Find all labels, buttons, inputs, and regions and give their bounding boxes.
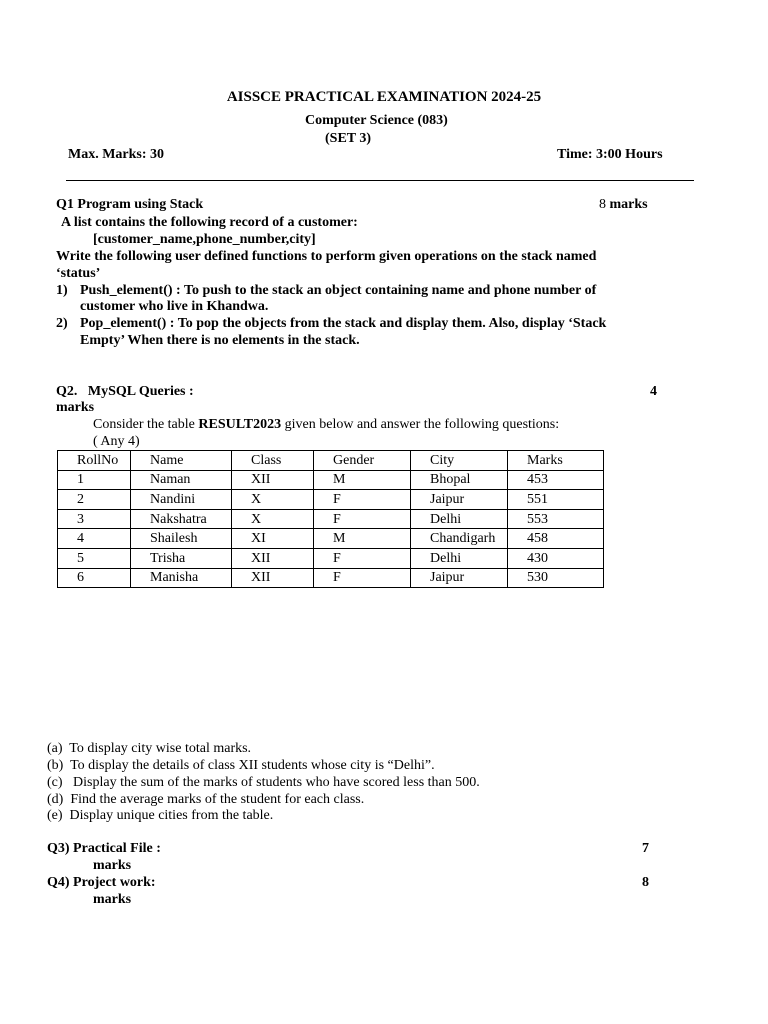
- q2-instruction: [93, 416, 559, 433]
- cell-class: X: [232, 509, 314, 529]
- cell-marks: 458: [508, 529, 604, 549]
- column-header-gender: Gender: [314, 451, 411, 471]
- q4-title: Q4) Project work:: [47, 875, 156, 890]
- cell-gender: F: [314, 568, 411, 588]
- q2-question-a: (a) To display city wise total marks.: [47, 741, 252, 756]
- q2-title: Q2. MySQL Queries :: [56, 384, 194, 399]
- q1-marks: [599, 196, 648, 213]
- q2-instruction-post: given below and answer the following questions:: [281, 417, 560, 432]
- table-row: [58, 568, 604, 588]
- q2-question-c: (c) Display the sum of the marks of students who have scored less than 500.: [47, 775, 480, 790]
- q2-any-note: ( Any 4): [93, 434, 140, 449]
- max-marks: Max. Marks: 30: [68, 147, 165, 162]
- column-header-class: Class: [232, 451, 314, 471]
- cell-class: XI: [232, 529, 314, 549]
- subject-line: Computer Science (083): [305, 113, 448, 128]
- q3-marks-word: marks: [93, 858, 132, 873]
- time-allowed: Time: 3:00 Hours: [557, 147, 663, 162]
- cell-class: XII: [232, 548, 314, 568]
- q1-item-number: 2): [56, 316, 68, 331]
- q1-instruction-line2: ‘status’: [56, 266, 101, 281]
- cell-class: X: [232, 490, 314, 510]
- q2-marks-word: marks: [56, 400, 95, 415]
- cell-class: XII: [232, 568, 314, 588]
- q1-item-text: Pop_element() : To pop the objects from the stack and display them. Also, display ‘Stack: [80, 316, 607, 331]
- q1-item-text: Empty’ When there is no elements in the stack.: [80, 333, 360, 348]
- cell-marks: 553: [508, 509, 604, 529]
- cell-city: Chandigarh: [411, 529, 508, 549]
- cell-name: Naman: [131, 470, 232, 490]
- cell-city: Jaipur: [411, 490, 508, 510]
- q2-marks-number: 4: [650, 384, 657, 399]
- cell-city: Bhopal: [411, 470, 508, 490]
- cell-gender: F: [314, 509, 411, 529]
- cell-name: Nandini: [131, 490, 232, 510]
- cell-marks: 430: [508, 548, 604, 568]
- column-header-city: City: [411, 451, 508, 471]
- q1-item-text: Push_element() : To push to the stack an object containing name and phone number of: [80, 283, 597, 298]
- table-row: [58, 509, 604, 529]
- cell-name: Manisha: [131, 568, 232, 588]
- cell-name: Shailesh: [131, 529, 232, 549]
- q1-item-text: customer who live in Khandwa.: [80, 299, 269, 314]
- table-row: [58, 490, 604, 510]
- q1-record-format: [customer_name,phone_number,city]: [93, 232, 316, 247]
- result2023-table: [57, 450, 604, 588]
- table-name: RESULT2023: [198, 417, 282, 432]
- table-header-row: [58, 451, 604, 471]
- q1-instruction-line1: Write the following user defined functions to perform given operations on the stack named: [56, 249, 597, 264]
- column-header-marks: Marks: [508, 451, 604, 471]
- q1-marks-number: 8: [599, 197, 606, 212]
- cell-marks: 530: [508, 568, 604, 588]
- q1-intro: A list contains the following record of a customer:: [61, 215, 358, 230]
- cell-rollno: 5: [58, 548, 131, 568]
- q2-instruction-pre: Consider the table: [93, 417, 199, 432]
- q3-marks-number: 7: [642, 841, 649, 856]
- q4-marks-word: marks: [93, 892, 132, 907]
- table-row: [58, 548, 604, 568]
- cell-rollno: 6: [58, 568, 131, 588]
- table-row: [58, 470, 604, 490]
- cell-name: Trisha: [131, 548, 232, 568]
- q1-item-number: 1): [56, 283, 68, 298]
- cell-city: Delhi: [411, 548, 508, 568]
- q2-question-d: (d) Find the average marks of the student for each class.: [47, 792, 365, 807]
- table-row: [58, 529, 604, 549]
- header-divider: [66, 180, 694, 181]
- q2-question-b: (b) To display the details of class XII students whose city is “Delhi”.: [47, 758, 435, 773]
- cell-rollno: 2: [58, 490, 131, 510]
- cell-rollno: 1: [58, 470, 131, 490]
- q4-marks-number: 8: [642, 875, 649, 890]
- cell-gender: F: [314, 490, 411, 510]
- cell-class: XII: [232, 470, 314, 490]
- column-header-name: Name: [131, 451, 232, 471]
- cell-marks: 551: [508, 490, 604, 510]
- q1-title: Q1 Program using Stack: [56, 197, 204, 212]
- cell-gender: F: [314, 548, 411, 568]
- cell-city: Jaipur: [411, 568, 508, 588]
- exam-title: AISSCE PRACTICAL EXAMINATION 2024-25: [226, 89, 542, 105]
- cell-gender: M: [314, 529, 411, 549]
- q1-marks-word: marks: [609, 197, 648, 212]
- q2-question-e: (e) Display unique cities from the table.: [47, 808, 274, 823]
- cell-marks: 453: [508, 470, 604, 490]
- cell-rollno: 3: [58, 509, 131, 529]
- cell-name: Nakshatra: [131, 509, 232, 529]
- column-header-rollno: RollNo: [58, 451, 131, 471]
- cell-gender: M: [314, 470, 411, 490]
- q3-title: Q3) Practical File :: [47, 841, 161, 856]
- set-line: (SET 3): [325, 131, 372, 146]
- cell-rollno: 4: [58, 529, 131, 549]
- cell-city: Delhi: [411, 509, 508, 529]
